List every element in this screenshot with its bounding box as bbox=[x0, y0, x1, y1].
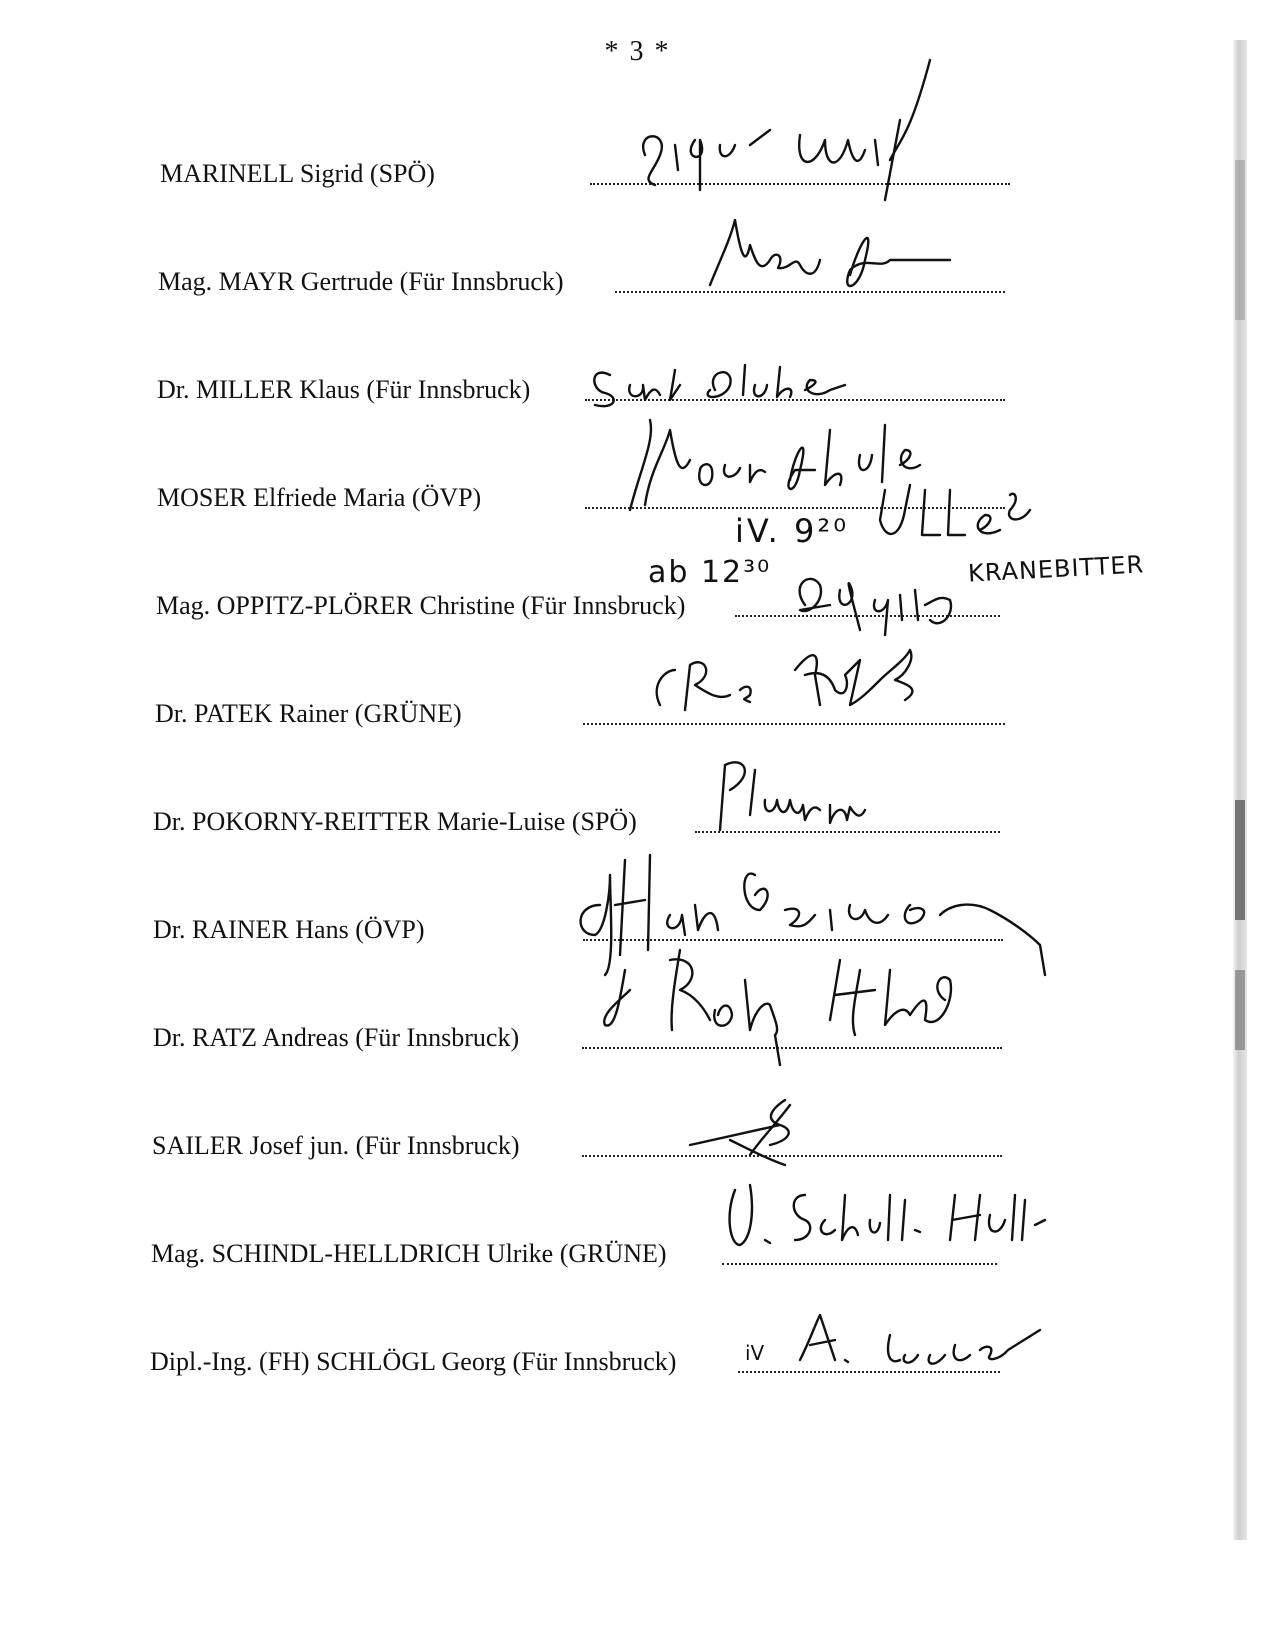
signature-row bbox=[0, 567, 1275, 627]
signature-line bbox=[583, 939, 1003, 941]
signature-line bbox=[722, 1263, 997, 1265]
signature-line bbox=[695, 831, 1000, 833]
signature-row bbox=[0, 459, 1275, 519]
signature-row bbox=[0, 135, 1275, 195]
signatory-name: Dr. POKORNY-REITTER Marie-Luise (SPÖ) bbox=[153, 807, 637, 836]
signature-line bbox=[583, 723, 1005, 725]
page-number: * 3 * bbox=[604, 36, 671, 67]
signatory-name: Mag. SCHINDL-HELLDRICH Ulrike (GRÜNE) bbox=[151, 1239, 667, 1268]
signature-line bbox=[615, 291, 1005, 293]
signature-row bbox=[0, 675, 1275, 735]
signatory-name: Dr. RAINER Hans (ÖVP) bbox=[153, 915, 425, 944]
signature-line bbox=[738, 1371, 1000, 1373]
handwritten-note: ab 12³⁰ bbox=[648, 555, 772, 590]
signatory-name: Mag. MAYR Gertrude (Für Innsbruck) bbox=[158, 267, 564, 296]
handwritten-note: iV. 9²⁰ bbox=[735, 512, 850, 550]
signature-row bbox=[0, 1323, 1275, 1383]
signature-line bbox=[582, 1155, 1002, 1157]
signatory-name: Dr. MILLER Klaus (Für Innsbruck) bbox=[157, 375, 531, 404]
signature-row bbox=[0, 999, 1275, 1059]
signatory-name: Dr. PATEK Rainer (GRÜNE) bbox=[155, 699, 462, 728]
signatory-name: Mag. OPPITZ-PLÖRER Christine (Für Innsbruck) bbox=[156, 591, 686, 620]
signature-line bbox=[735, 615, 1000, 617]
signature-line bbox=[582, 1047, 1002, 1049]
signature-row bbox=[0, 783, 1275, 843]
signatory-name: SAILER Josef jun. (Für Innsbruck) bbox=[152, 1131, 520, 1160]
signature-row bbox=[0, 1215, 1275, 1275]
signature-line bbox=[590, 183, 1010, 185]
signature-line bbox=[585, 399, 1005, 401]
signatory-name: MOSER Elfriede Maria (ÖVP) bbox=[157, 483, 482, 512]
signature-row bbox=[0, 243, 1275, 303]
handwritten-note: KRANEBITTER bbox=[967, 550, 1145, 588]
signatory-name: MARINELL Sigrid (SPÖ) bbox=[160, 159, 435, 188]
signature-row bbox=[0, 1107, 1275, 1167]
signatory-name: Dipl.-Ing. (FH) SCHLÖGL Georg (Für Innsbruck) bbox=[150, 1347, 677, 1376]
signature-line bbox=[585, 507, 1005, 509]
signature-row bbox=[0, 891, 1275, 951]
handwritten-note: iV bbox=[745, 1341, 765, 1365]
signatory-name: Dr. RATZ Andreas (Für Innsbruck) bbox=[153, 1023, 520, 1052]
signature-row bbox=[0, 351, 1275, 411]
